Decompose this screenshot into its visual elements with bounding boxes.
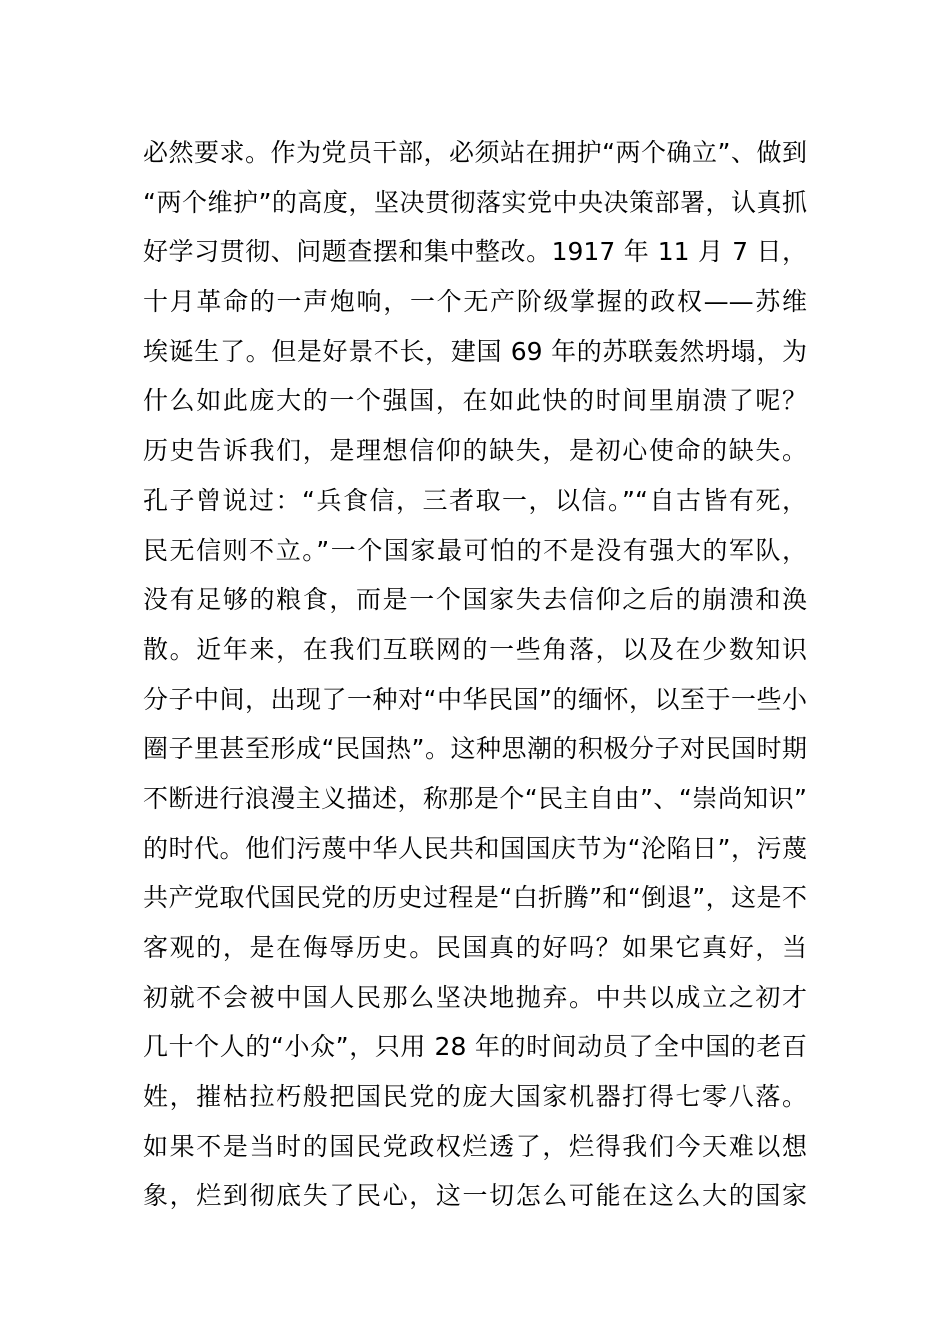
text-line: 象，烂到彻底失了民心，这一切怎么可能在这么大的国家 [143,1181,807,1211]
text-line: 十月革命的一声炮响，一个无产阶级掌握的政权——苏维 [143,287,807,317]
text-line: 几十个人的“小众”，只用 28 年的时间动员了全中国的老百 [143,1032,807,1062]
text-line: 共产党取代国民党的历史过程是“白折腾”和“倒退”，这是不 [143,883,807,913]
text-line: 历史告诉我们，是理想信仰的缺失，是初心使命的缺失。 [143,436,807,466]
text-line: 散。近年来，在我们互联网的一些角落，以及在少数知识 [143,634,807,664]
text-line: 好学习贯彻、问题查摆和集中整改。1917 年 11 月 7 日， [143,237,807,267]
text-line: 孔子曾说过：“兵食信，三者取一，以信。”“自古皆有死， [143,485,807,515]
text-line: 民无信则不立。”一个国家最可怕的不是没有强大的军队， [143,535,807,565]
text-line: 什么如此庞大的一个强国，在如此快的时间里崩溃了呢？ [143,386,807,416]
text-line: 初就不会被中国人民那么坚决地抛弃。中共以成立之初才 [143,982,807,1012]
text-line: 埃诞生了。但是好景不长，建国 69 年的苏联轰然坍塌，为 [143,336,807,366]
text-line: 如果不是当时的国民党政权烂透了，烂得我们今天难以想 [143,1131,807,1161]
text-line: 圈子里甚至形成“民国热”。这种思潮的积极分子对民国时期 [143,734,807,764]
body-text [143,128,807,1221]
text-line: 必然要求。作为党员干部，必须站在拥护“两个确立”、做到 [143,138,807,167]
text-line: 分子中间，出现了一种对“中华民国”的缅怀，以至于一些小 [143,684,807,714]
text-line: 不断进行浪漫主义描述，称那是个“民主自由”、“崇尚知识” [143,783,807,813]
text-line: 没有足够的粮食，而是一个国家失去信仰之后的崩溃和涣 [143,585,807,615]
text-line: 姓，摧枯拉朽般把国民党的庞大国家机器打得七零八落。 [143,1082,807,1112]
text-line: 的时代。他们污蔑中华人民共和国国庆节为“沦陷日”，污蔑 [143,833,807,863]
text-line: “两个维护”的高度，坚决贯彻落实党中央决策部署，认真抓 [143,187,807,217]
text-line: 客观的，是在侮辱历史。民国真的好吗？如果它真好，当 [143,933,807,962]
